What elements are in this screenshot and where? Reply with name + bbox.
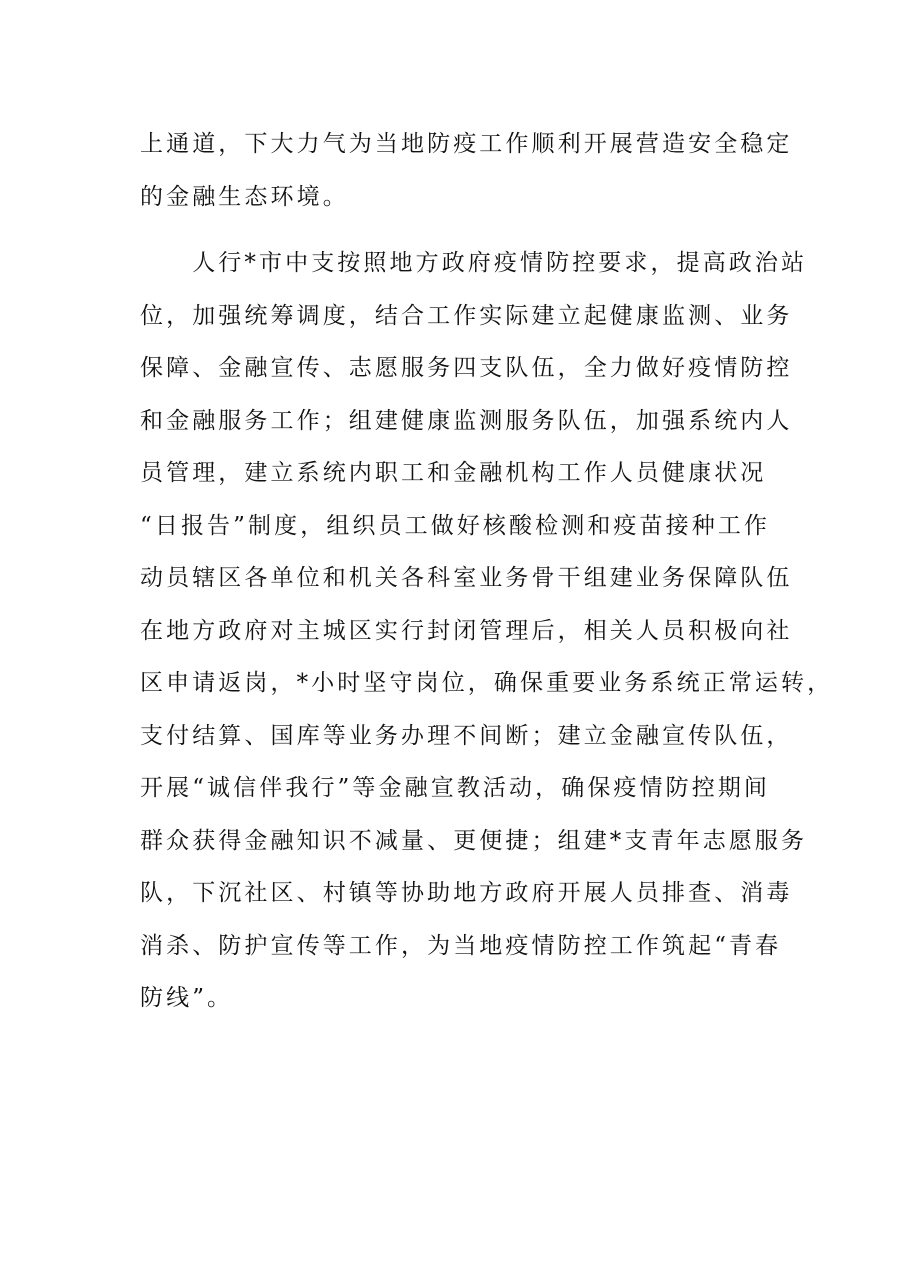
text-line: 在地方政府对主城区实行封闭管理后，相关人员积极向社 xyxy=(140,617,793,644)
paragraph-1 xyxy=(140,118,800,223)
text-line: 群众获得金融知识不减量、更便捷；组建*支青年志愿服务 xyxy=(140,827,808,854)
text-line: 和金融服务工作；组建健康监测服务队伍，加强系统内人 xyxy=(140,407,793,434)
text-line: 区申请返岗，*小时坚守岗位，确保重要业务系统正常运转， xyxy=(140,670,834,696)
text-line: 保障、金融宣传、志愿服务四支队伍，全力做好疫情防控 xyxy=(140,355,793,381)
paragraph-spacer xyxy=(140,223,800,237)
text-line: 防线”。 xyxy=(140,985,234,1011)
text-line: “日报告”制度，组织员工做好核酸检测和疫苗接种工作 xyxy=(140,512,771,539)
text-line: 人行*市中支按照地方政府疫情防控要求，提高政治站 xyxy=(140,250,808,276)
text-line: 开展“诚信伴我行”等金融宣教活动，确保疫情防控期间 xyxy=(140,775,771,801)
text-line: 员管理，建立系统内职工和金融机构工作人员健康状况 xyxy=(140,460,767,486)
paragraph-2 xyxy=(140,237,834,1025)
text-line: 消杀、防护宣传等工作，为当地疫情防控工作筑起“青春 xyxy=(140,932,782,959)
document-body xyxy=(140,118,834,1025)
text-line: 动员辖区各单位和机关各科室业务骨干组建业务保障队伍 xyxy=(140,565,793,591)
text-line: 上通道，下大力气为当地防疫工作顺利开展营造安全稳定 xyxy=(140,131,793,157)
text-line: 支付结算、国库等业务办理不间断；建立金融宣传队伍， xyxy=(140,722,793,749)
text-line: 队，下沉社区、村镇等协助地方政府开展人员排查、消毒 xyxy=(140,880,793,906)
text-line: 位，加强统筹调度，结合工作实际建立起健康监测、业务 xyxy=(140,302,793,329)
text-line: 的金融生态环境。 xyxy=(140,183,349,210)
